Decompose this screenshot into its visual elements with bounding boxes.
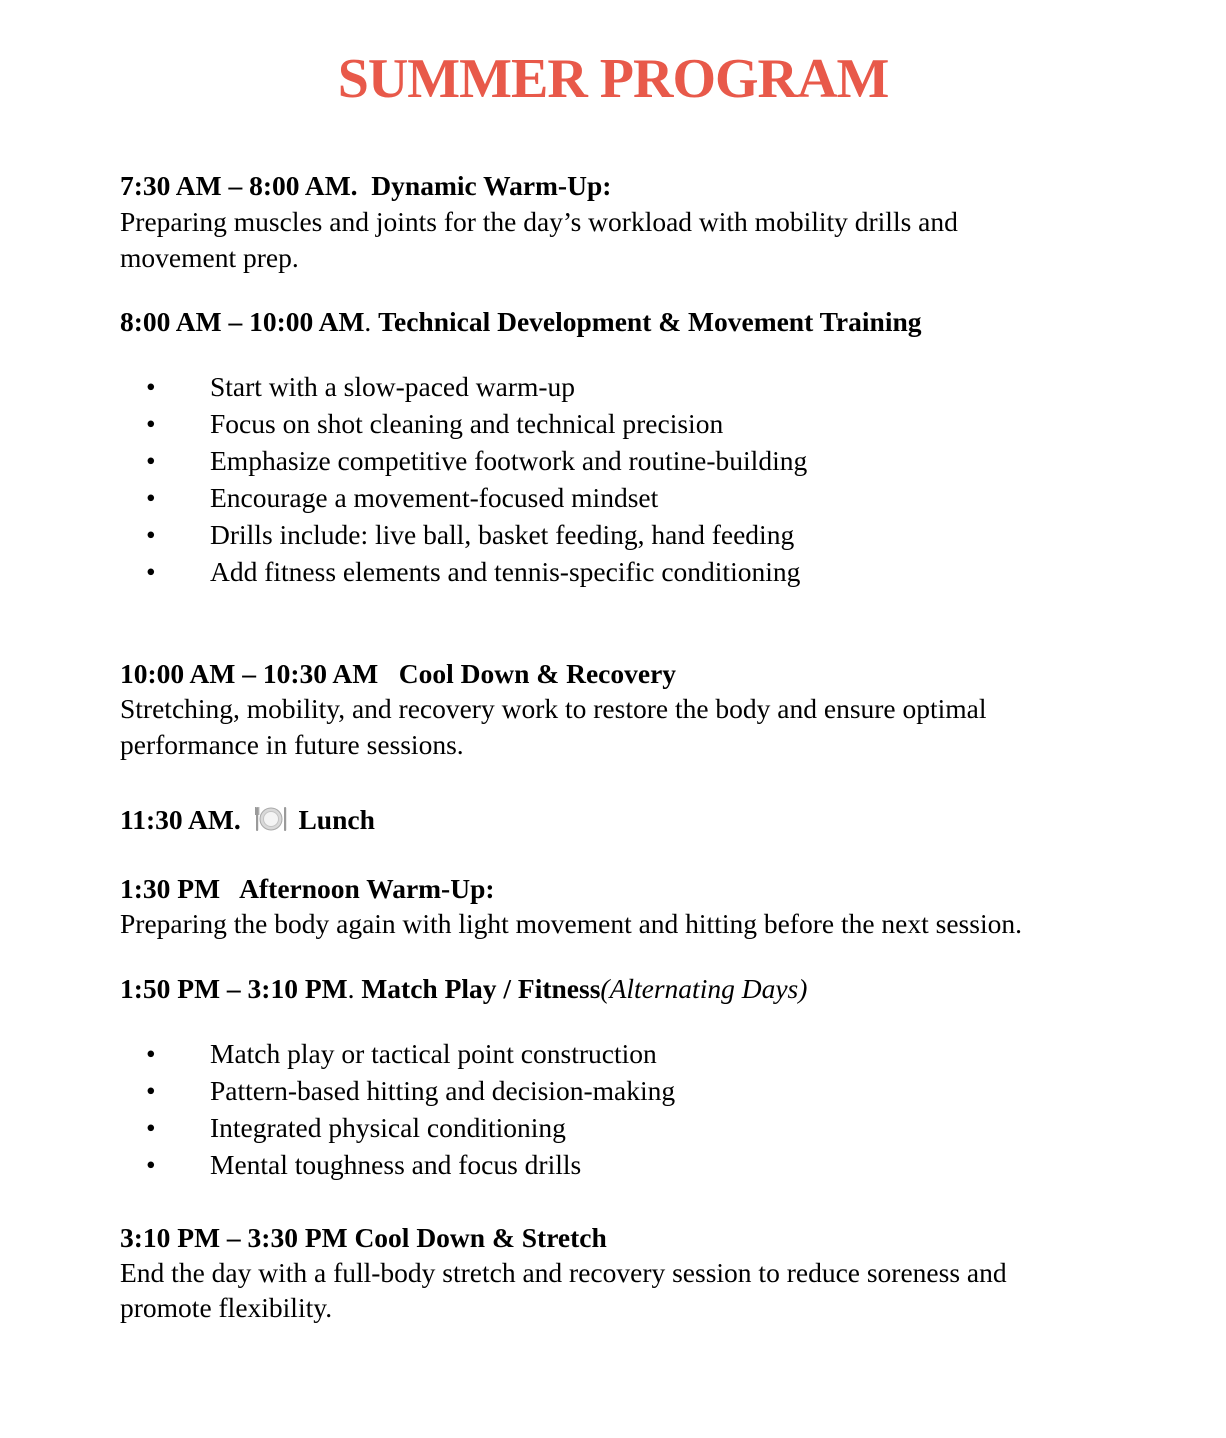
list-item-text: Encourage a movement-focused mindset bbox=[210, 482, 659, 513]
cooldown-desc-line1: Stretching, mobility, and recovery work to restore the body and ensure optimal bbox=[120, 693, 987, 724]
cooldown-title: Cool Down & Recovery bbox=[398, 658, 677, 689]
match-time: 1:50 PM – 3:10 PM bbox=[120, 973, 348, 1004]
lunch-time: 11:30 AM. bbox=[120, 804, 241, 835]
bullet-icon: • bbox=[146, 1038, 156, 1069]
warmup-title: Dynamic Warm-Up: bbox=[371, 170, 612, 201]
bullet-icon: • bbox=[146, 482, 156, 513]
cooldown-desc-line2: performance in future sessions. bbox=[120, 729, 464, 760]
stretch-heading: 3:10 PM – 3:30 PM Cool Down & Stretch bbox=[120, 1222, 607, 1253]
bullet-icon: • bbox=[146, 1112, 156, 1143]
bullet-icon: • bbox=[146, 556, 156, 587]
afternoon-warmup-desc: Preparing the body again with light movement and hitting before the next session. bbox=[120, 908, 1022, 939]
warmup-heading bbox=[120, 168, 611, 204]
list-item-text: Mental toughness and focus drills bbox=[210, 1149, 582, 1180]
match-note: (Alternating Days) bbox=[600, 973, 808, 1004]
technical-time: 8:00 AM – 10:00 AM bbox=[120, 306, 365, 337]
warmup-desc-line1: Preparing muscles and joints for the day’s workload with mobility drills and bbox=[120, 206, 958, 237]
list-item-text: Focus on shot cleaning and technical precision bbox=[210, 408, 724, 439]
technical-separator: . bbox=[364, 306, 372, 337]
technical-title: Technical Development & Movement Training bbox=[378, 306, 922, 337]
lunch-title: Lunch bbox=[298, 804, 375, 835]
warmup-time: 7:30 AM – 8:00 AM. bbox=[120, 170, 358, 201]
warmup-desc-line2: movement prep. bbox=[120, 242, 299, 273]
bullet-icon: • bbox=[146, 408, 156, 439]
bullet-icon: • bbox=[146, 1075, 156, 1106]
bullet-icon: • bbox=[146, 1149, 156, 1180]
list-item-text: Emphasize competitive footwork and routine-building bbox=[210, 445, 808, 476]
page-title: SUMMER PROGRAM bbox=[337, 48, 889, 110]
list-item-text: Integrated physical conditioning bbox=[210, 1112, 566, 1143]
stretch-desc-line1: End the day with a full-body stretch and recovery session to reduce soreness and bbox=[120, 1257, 1007, 1288]
cooldown-heading bbox=[120, 656, 676, 692]
plate-cutlery-icon bbox=[254, 804, 288, 834]
bullet-icon: • bbox=[146, 371, 156, 402]
match-separator: . bbox=[347, 973, 355, 1004]
afternoon-warmup-heading bbox=[120, 871, 495, 907]
afternoon-warmup-title: Afternoon Warm-Up: bbox=[239, 873, 495, 904]
list-item-text: Match play or tactical point construction bbox=[210, 1038, 657, 1069]
list-item-text: Drills include: live ball, basket feeding, hand feeding bbox=[210, 519, 795, 550]
list-item-text: Add fitness elements and tennis-specific conditioning bbox=[210, 556, 801, 587]
cooldown-time: 10:00 AM – 10:30 AM bbox=[120, 658, 379, 689]
list-item-text: Pattern-based hitting and decision-making bbox=[210, 1075, 676, 1106]
bullet-icon: • bbox=[146, 445, 156, 476]
list-item-text: Start with a slow-paced warm-up bbox=[210, 371, 576, 402]
match-title: Match Play / Fitness bbox=[361, 973, 601, 1004]
stretch-desc-line2: promote flexibility. bbox=[120, 1292, 333, 1323]
afternoon-warmup-time: 1:30 PM bbox=[120, 873, 221, 904]
match-heading bbox=[120, 971, 807, 1007]
technical-heading bbox=[120, 304, 922, 340]
lunch-heading bbox=[120, 802, 375, 838]
bullet-icon: • bbox=[146, 519, 156, 550]
